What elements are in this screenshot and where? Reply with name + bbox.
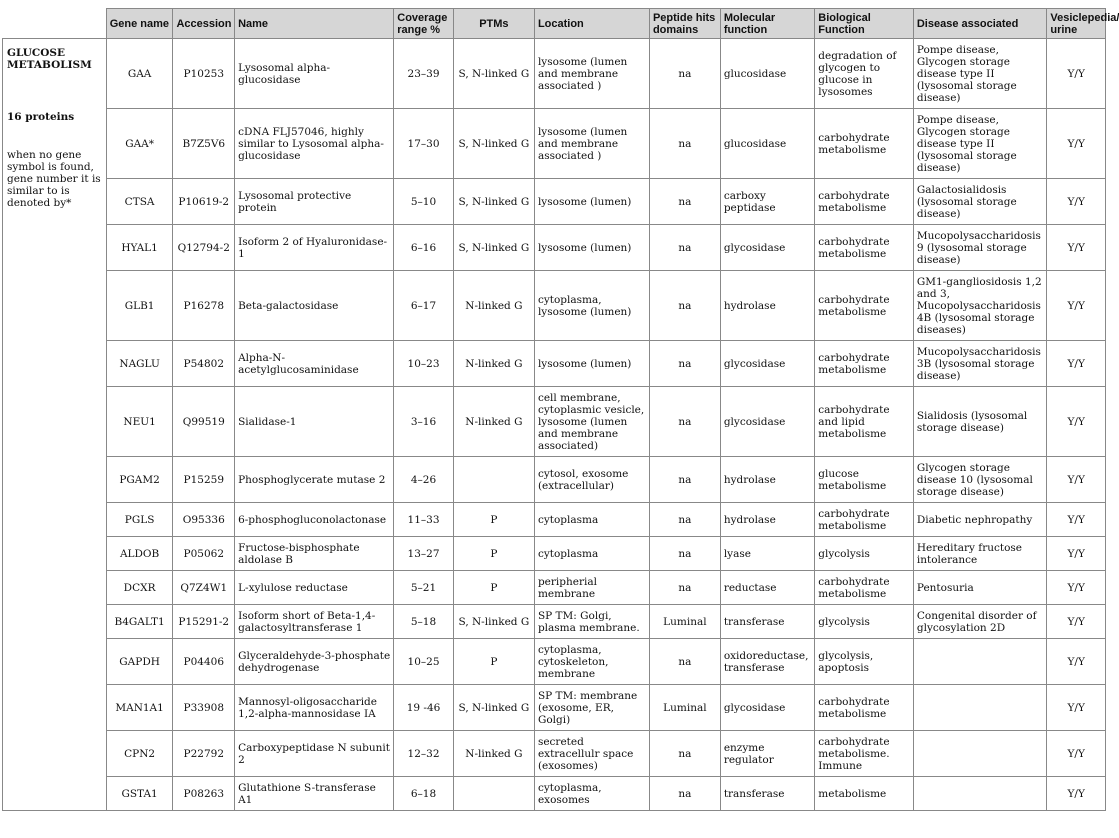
cell-coverage: 23–39 xyxy=(394,39,454,109)
cell-location: cytoplasma xyxy=(534,503,649,537)
cell-coverage: 6–16 xyxy=(394,225,454,271)
cell-name: Mannosyl-oligosaccharide 1,2-alpha-mannosidase IA xyxy=(235,685,394,731)
table-body xyxy=(3,39,1106,811)
cell-disease: Pentosuria xyxy=(913,571,1047,605)
cell-disease: Galactosialidosis (lysosomal storage disease) xyxy=(913,179,1047,225)
cell-molecular: lyase xyxy=(720,537,814,571)
cell-ptms: N-linked G xyxy=(453,731,534,777)
cell-coverage: 5–10 xyxy=(394,179,454,225)
cell-molecular: transferase xyxy=(720,777,814,811)
cell-biological: carbohydrate metabolisme xyxy=(815,225,914,271)
cell-gene: HYAL1 xyxy=(106,225,173,271)
cell-peptide-hits: na xyxy=(649,271,720,341)
cell-name: Alpha-N-acetylglucosaminidase xyxy=(235,341,394,387)
cell-ptms: P xyxy=(453,639,534,685)
cell-biological: carbohydrate metabolisme xyxy=(815,685,914,731)
cell-location: lysosome (lumen) xyxy=(534,179,649,225)
cell-ptms: S, N-linked G xyxy=(453,605,534,639)
cell-peptide-hits: na xyxy=(649,387,720,457)
cell-coverage: 6–17 xyxy=(394,271,454,341)
cell-coverage: 4–26 xyxy=(394,457,454,503)
cell-molecular: carboxy peptidase xyxy=(720,179,814,225)
cell-location: cytoplasma, lysosome (lumen) xyxy=(534,271,649,341)
cell-biological: carbohydrate metabolisme xyxy=(815,571,914,605)
cell-location: SP TM: membrane (exosome, ER, Golgi) xyxy=(534,685,649,731)
cell-vesiclepedia: Y/Y xyxy=(1047,605,1106,639)
cell-molecular: transferase xyxy=(720,605,814,639)
cell-peptide-hits: na xyxy=(649,731,720,777)
cell-gene: GLB1 xyxy=(106,271,173,341)
cell-gene: GAA xyxy=(106,39,173,109)
cell-disease: Sialidosis (lysosomal storage disease) xyxy=(913,387,1047,457)
cell-accession: P15259 xyxy=(173,457,235,503)
cell-accession: P08263 xyxy=(173,777,235,811)
cell-gene: GAPDH xyxy=(106,639,173,685)
cell-gene: DCXR xyxy=(106,571,173,605)
cell-vesiclepedia: Y/Y xyxy=(1047,39,1106,109)
cell-name: Isoform 2 of Hyaluronidase-1 xyxy=(235,225,394,271)
cell-name: Isoform short of Beta-1,4-galactosyltransferase 1 xyxy=(235,605,394,639)
cell-peptide-hits: na xyxy=(649,109,720,179)
cell-disease xyxy=(913,731,1047,777)
table-row xyxy=(3,777,1106,811)
cell-ptms: P xyxy=(453,571,534,605)
cell-vesiclepedia: Y/Y xyxy=(1047,639,1106,685)
cell-name: 6-phosphogluconolactonase xyxy=(235,503,394,537)
cell-ptms: N-linked G xyxy=(453,271,534,341)
cell-coverage: 5–21 xyxy=(394,571,454,605)
cell-molecular: glucosidase xyxy=(720,39,814,109)
cell-coverage: 3–16 xyxy=(394,387,454,457)
cell-vesiclepedia: Y/Y xyxy=(1047,225,1106,271)
cell-accession: P04406 xyxy=(173,639,235,685)
cell-accession: Q12794-2 xyxy=(173,225,235,271)
cell-location: cytoplasma, exosomes xyxy=(534,777,649,811)
cell-ptms: S, N-linked G xyxy=(453,179,534,225)
cell-name: L-xylulose reductase xyxy=(235,571,394,605)
cell-vesiclepedia: Y/Y xyxy=(1047,387,1106,457)
cell-vesiclepedia: Y/Y xyxy=(1047,537,1106,571)
cell-coverage: 13–27 xyxy=(394,537,454,571)
cell-biological: glycolysis xyxy=(815,537,914,571)
cell-location: lysosome (lumen and membrane associated ) xyxy=(534,109,649,179)
cell-accession: B7Z5V6 xyxy=(173,109,235,179)
header-coverage: Coverage range % xyxy=(394,9,454,39)
table-row xyxy=(3,537,1106,571)
table-row xyxy=(3,639,1106,685)
header-biological-function: Biological Function xyxy=(815,9,914,39)
cell-biological: glycolysis xyxy=(815,605,914,639)
cell-ptms: N-linked G xyxy=(453,341,534,387)
cell-location: SP TM: Golgi, plasma membrane. xyxy=(534,605,649,639)
header-row xyxy=(3,9,1106,39)
header-ptms: PTMs xyxy=(453,9,534,39)
cell-vesiclepedia: Y/Y xyxy=(1047,457,1106,503)
cell-accession: P10253 xyxy=(173,39,235,109)
cell-biological: carbohydrate metabolisme. Immune xyxy=(815,731,914,777)
cell-molecular: glucosidase xyxy=(720,109,814,179)
cell-ptms: P xyxy=(453,537,534,571)
cell-molecular: hydrolase xyxy=(720,271,814,341)
cell-accession: P22792 xyxy=(173,731,235,777)
cell-name: Fructose-bisphosphate aldolase B xyxy=(235,537,394,571)
cell-location: cytosol, exosome (extracellular) xyxy=(534,457,649,503)
cell-vesiclepedia: Y/Y xyxy=(1047,271,1106,341)
cell-molecular: glycosidase xyxy=(720,341,814,387)
cell-location: lysosome (lumen) xyxy=(534,341,649,387)
cell-biological: glucose metabolisme xyxy=(815,457,914,503)
cell-disease: GM1-gangliosidosis 1,2 and 3, Mucopolysaccharidosis 4B (lysosomal storage diseases) xyxy=(913,271,1047,341)
cell-vesiclepedia: Y/Y xyxy=(1047,571,1106,605)
header-peptide-hits: Peptide hits domains xyxy=(649,9,720,39)
cell-coverage: 19 -46 xyxy=(394,685,454,731)
cell-gene: GSTA1 xyxy=(106,777,173,811)
cell-name: Sialidase-1 xyxy=(235,387,394,457)
cell-peptide-hits: na xyxy=(649,571,720,605)
cell-ptms: S, N-linked G xyxy=(453,685,534,731)
cell-accession: P15291-2 xyxy=(173,605,235,639)
header-gene-name: Gene name xyxy=(106,9,173,39)
table-row xyxy=(3,685,1106,731)
table-row xyxy=(3,271,1106,341)
header-accession: Accession xyxy=(173,9,235,39)
cell-coverage: 6–18 xyxy=(394,777,454,811)
cell-peptide-hits: na xyxy=(649,457,720,503)
cell-disease: Pompe disease, Glycogen storage disease type II (lysosomal storage disease) xyxy=(913,39,1047,109)
cell-coverage: 12–32 xyxy=(394,731,454,777)
protein-table xyxy=(2,8,1119,811)
cell-gene: ALDOB xyxy=(106,537,173,571)
cell-gene: PGLS xyxy=(106,503,173,537)
cell-biological: metabolisme xyxy=(815,777,914,811)
cell-accession: P54802 xyxy=(173,341,235,387)
cell-ptms: S, N-linked G xyxy=(453,109,534,179)
cell-molecular: hydrolase xyxy=(720,457,814,503)
cell-accession: P05062 xyxy=(173,537,235,571)
table-row xyxy=(3,571,1106,605)
cell-coverage: 11–33 xyxy=(394,503,454,537)
cell-location: lysosome (lumen) xyxy=(534,225,649,271)
table-row xyxy=(3,457,1106,503)
cell-disease: Congenital disorder of glycosylation 2D xyxy=(913,605,1047,639)
cell-accession: Q99519 xyxy=(173,387,235,457)
cell-biological: carbohydrate metabolisme xyxy=(815,109,914,179)
section-count: 16 proteins xyxy=(7,111,75,123)
cell-accession: Q7Z4W1 xyxy=(173,571,235,605)
cell-peptide-hits: na xyxy=(649,777,720,811)
cell-biological: carbohydrate and lipid metabolisme xyxy=(815,387,914,457)
cell-disease xyxy=(913,685,1047,731)
cell-molecular: oxidoreductase, transferase xyxy=(720,639,814,685)
section-title: GLUCOSE METABOLISM xyxy=(7,47,92,71)
cell-gene: PGAM2 xyxy=(106,457,173,503)
cell-location: cytoplasma xyxy=(534,537,649,571)
cell-ptms xyxy=(453,777,534,811)
header-location: Location xyxy=(534,9,649,39)
cell-gene: CTSA xyxy=(106,179,173,225)
cell-accession: P16278 xyxy=(173,271,235,341)
cell-disease: Pompe disease, Glycogen storage disease type II (lysosomal storage disease) xyxy=(913,109,1047,179)
cell-peptide-hits: na xyxy=(649,179,720,225)
cell-name: Lysosomal protective protein xyxy=(235,179,394,225)
cell-peptide-hits: Luminal xyxy=(649,605,720,639)
cell-location: secreted extracellulr space (exosomes) xyxy=(534,731,649,777)
table-row xyxy=(3,503,1106,537)
cell-location: cytoplasma, cytoskeleton, membrane xyxy=(534,639,649,685)
cell-ptms: P xyxy=(453,503,534,537)
cell-ptms: S, N-linked G xyxy=(453,225,534,271)
cell-accession: P10619-2 xyxy=(173,179,235,225)
header-vesiclepedia: Vesiclepedia/ urine xyxy=(1047,9,1106,39)
cell-molecular: enzyme regulator xyxy=(720,731,814,777)
cell-peptide-hits: na xyxy=(649,503,720,537)
section-note: when no gene symbol is found, gene number it is similar to is denoted by* xyxy=(7,149,101,209)
cell-vesiclepedia: Y/Y xyxy=(1047,685,1106,731)
cell-biological: carbohydrate metabolisme xyxy=(815,341,914,387)
cell-biological: glycolysis, apoptosis xyxy=(815,639,914,685)
cell-coverage: 10–23 xyxy=(394,341,454,387)
cell-name: Phosphoglycerate mutase 2 xyxy=(235,457,394,503)
table-row xyxy=(3,39,1106,109)
cell-ptms xyxy=(453,457,534,503)
cell-disease: Diabetic nephropathy xyxy=(913,503,1047,537)
table-row xyxy=(3,179,1106,225)
cell-gene: CPN2 xyxy=(106,731,173,777)
cell-gene: NEU1 xyxy=(106,387,173,457)
cell-molecular: reductase xyxy=(720,571,814,605)
table-row xyxy=(3,387,1106,457)
cell-name: Beta-galactosidase xyxy=(235,271,394,341)
cell-molecular: glycosidase xyxy=(720,685,814,731)
cell-peptide-hits: Luminal xyxy=(649,685,720,731)
cell-location: peripherial membrane xyxy=(534,571,649,605)
cell-name: cDNA FLJ57046, highly similar to Lysosomal alpha-glucosidase xyxy=(235,109,394,179)
cell-disease xyxy=(913,639,1047,685)
cell-vesiclepedia: Y/Y xyxy=(1047,341,1106,387)
cell-biological: degradation of glycogen to glucose in lysosomes xyxy=(815,39,914,109)
cell-name: Glyceraldehyde-3-phosphate dehydrogenase xyxy=(235,639,394,685)
cell-ptms: S, N-linked G xyxy=(453,39,534,109)
cell-coverage: 17–30 xyxy=(394,109,454,179)
cell-accession: P33908 xyxy=(173,685,235,731)
cell-name: Carboxypeptidase N subunit 2 xyxy=(235,731,394,777)
cell-ptms: N-linked G xyxy=(453,387,534,457)
table-row xyxy=(3,225,1106,271)
cell-coverage: 5–18 xyxy=(394,605,454,639)
cell-name: Glutathione S-transferase A1 xyxy=(235,777,394,811)
cell-molecular: glycosidase xyxy=(720,225,814,271)
cell-location: lysosome (lumen and membrane associated ) xyxy=(534,39,649,109)
cell-molecular: glycosidase xyxy=(720,387,814,457)
cell-coverage: 10–25 xyxy=(394,639,454,685)
table-row xyxy=(3,605,1106,639)
cell-gene: NAGLU xyxy=(106,341,173,387)
cell-vesiclepedia: Y/Y xyxy=(1047,503,1106,537)
table-row xyxy=(3,109,1106,179)
cell-gene: B4GALT1 xyxy=(106,605,173,639)
cell-peptide-hits: na xyxy=(649,537,720,571)
cell-disease: Mucopolysaccharidosis 9 (lysosomal storage disease) xyxy=(913,225,1047,271)
cell-biological: carbohydrate metabolisme xyxy=(815,503,914,537)
header-disease: Disease associated xyxy=(913,9,1047,39)
header-name: Name xyxy=(235,9,394,39)
cell-disease xyxy=(913,777,1047,811)
header-blank xyxy=(3,9,107,39)
cell-disease: Hereditary fructose intolerance xyxy=(913,537,1047,571)
cell-location: cell membrane, cytoplasmic vesicle, lysosome (lumen and membrane associated) xyxy=(534,387,649,457)
section-sidebar xyxy=(3,39,107,811)
cell-gene: MAN1A1 xyxy=(106,685,173,731)
cell-vesiclepedia: Y/Y xyxy=(1047,777,1106,811)
cell-biological: carbohydrate metabolisme xyxy=(815,179,914,225)
cell-vesiclepedia: Y/Y xyxy=(1047,179,1106,225)
cell-disease: Glycogen storage disease 10 (lysosomal storage disease) xyxy=(913,457,1047,503)
table-row xyxy=(3,341,1106,387)
cell-biological: carbohydrate metabolisme xyxy=(815,271,914,341)
cell-molecular: hydrolase xyxy=(720,503,814,537)
cell-gene: GAA* xyxy=(106,109,173,179)
cell-vesiclepedia: Y/Y xyxy=(1047,109,1106,179)
header-molecular-function: Molecular function xyxy=(720,9,814,39)
cell-accession: O95336 xyxy=(173,503,235,537)
cell-peptide-hits: na xyxy=(649,341,720,387)
cell-disease: Mucopolysaccharidosis 3B (lysosomal storage disease) xyxy=(913,341,1047,387)
cell-vesiclepedia: Y/Y xyxy=(1047,731,1106,777)
cell-name: Lysosomal alpha-glucosidase xyxy=(235,39,394,109)
table-row xyxy=(3,731,1106,777)
cell-peptide-hits: na xyxy=(649,639,720,685)
cell-peptide-hits: na xyxy=(649,225,720,271)
cell-peptide-hits: na xyxy=(649,39,720,109)
